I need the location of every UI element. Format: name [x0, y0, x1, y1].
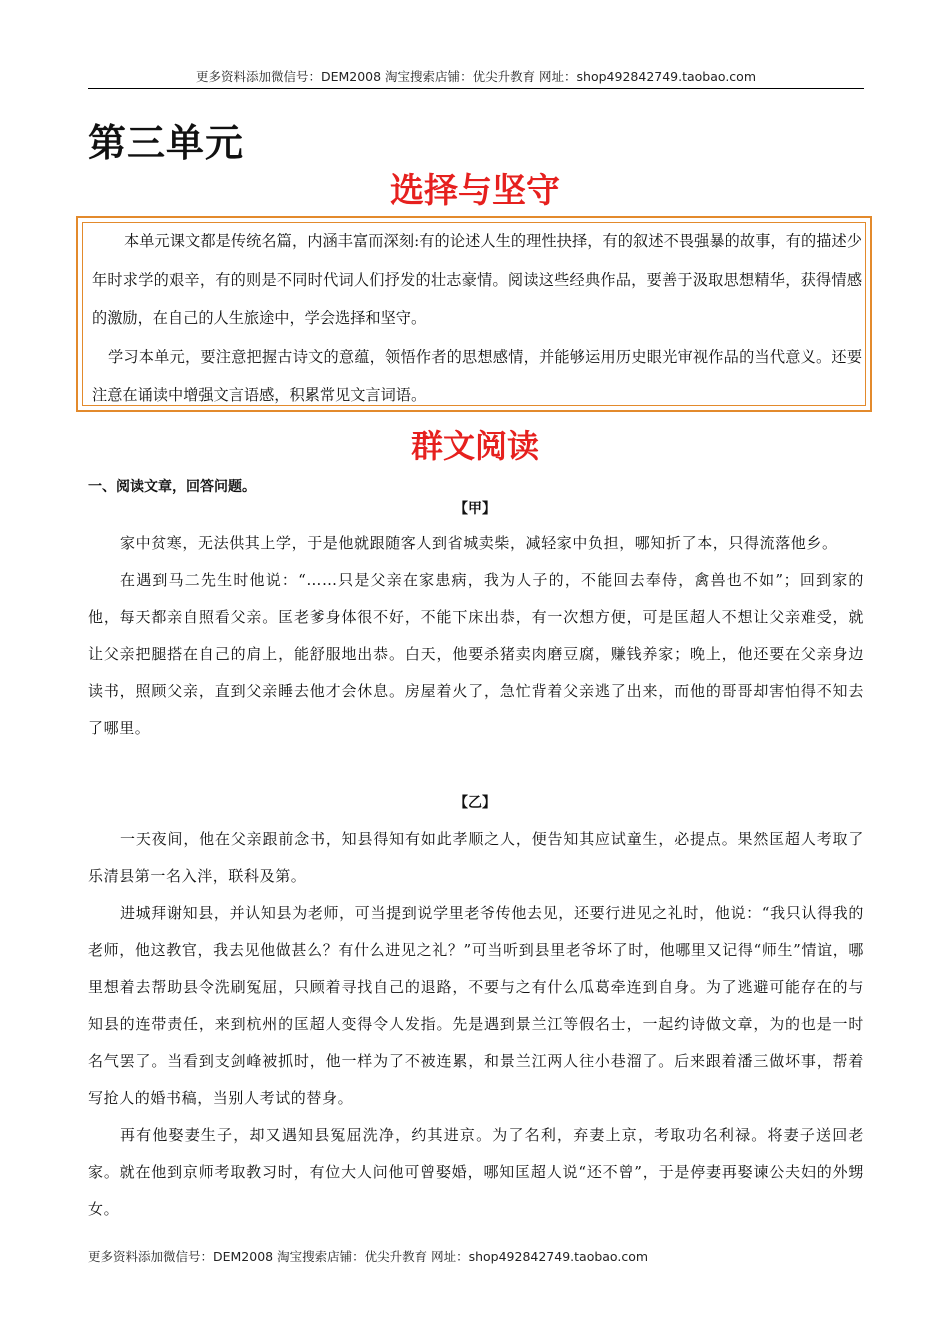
theme-title: 选择与坚守	[390, 171, 560, 211]
intro-text	[92, 222, 862, 415]
part-jia-paragraph: 家中贫寒，无法供其上学，于是他就跟随客人到省城卖柴，减轻家中负担，哪知折了本，只得流落他乡。	[120, 534, 838, 552]
unit-title: 第三单元	[88, 120, 245, 165]
part-yi-label: 【乙】	[454, 795, 496, 811]
part-yi-paragraph: 一天夜间，他在父亲跟前念书，知县得知有如此孝顺之人，便告知其应试童生，必提点。果然匡超人考取了乐清县第一名入泮，联科及第。	[88, 830, 864, 885]
part-yi-text	[88, 821, 864, 1228]
page-footer: 更多资料添加微信号：DEM2008 淘宝搜索店铺：优尖升教育 网址：shop492842749.taobao.com	[88, 1249, 649, 1264]
intro-paragraph-2: 学习本单元，要注意把握古诗文的意蕴，领悟作者的思想感情，并能够运用历史眼光审视作品的当代意义。还要注意在诵读中增强文言语感，积累常见文言词语。	[92, 347, 862, 404]
part-jia-text	[88, 525, 864, 747]
intro-box	[76, 216, 872, 412]
part-jia-label: 【甲】	[454, 501, 496, 517]
part-jia-paragraph: 在遇到马二先生时他说：“……只是父亲在家患病，我为人子的，不能回去奉侍，禽兽也不如”；回到家的他，每天都亲自照看父亲。匡老爹身体很不好，不能下床出恭，有一次想方便，可是匡超人不想让父亲难受，就让父亲把腿搭在自己的肩上，能舒服地出恭。白天，他要杀猪卖肉磨豆腐，赚钱养家；晚上，他还要在父亲身边读书，照顾父亲，直到父亲睡去他才会休息。房屋着火了，急忙背着父亲逃了出来，而他的哥哥却害怕得不知去了哪里。	[88, 571, 864, 737]
part-yi-paragraph: 进城拜谢知县，并认知县为老师，可当提到说学里老爷传他去见，还要行进见之礼时，他说：“我只认得我的老师，他这教官，我去见他做甚么？有什么进见之礼？”可当听到县里老爷坏了时，他哪里又记得“师生”情谊，哪里想着去帮助县令洗刷冤屈，只顾着寻找自己的退路，不要与之有什么瓜葛牵连到自身。为了逃避可能存在的与知县的连带责任，来到杭州的匡超人变得令人发指。先是遇到景兰江等假名士，一起约诗做文章，为的也是一时名气罢了。当看到支剑峰被抓时，他一样为了不被连累，和景兰江两人往小巷溜了。后来跟着潘三做坏事，帮着写抢人的婚书稿，当别人考试的替身。	[88, 904, 864, 1107]
question-title: 一、阅读文章，回答问题。	[88, 479, 256, 495]
part-yi-paragraph: 再有他娶妻生子，却又遇知县冤屈洗净，约其进京。为了名利，弃妻上京，考取功名利禄。将妻子送回老家。就在他到京师考取教习时，有位大人问他可曾娶婚，哪知匡超人说“还不曾”，于是停妻再娶谏公夫妇的外甥女。	[88, 1126, 864, 1218]
intro-paragraph-1: 本单元课文都是传统名篇，内涵丰富而深刻:有的论述人生的理性抉择，有的叙述不畏强暴的故事，有的描述少年时求学的艰辛，有的则是不同时代词人们抒发的壮志豪情。阅读这些经典作品，要善于汲取思想精华，获得情感的激励，在自己的人生旅途中，学会选择和坚守。	[92, 232, 862, 327]
page-header: 更多资料添加微信号：DEM2008 淘宝搜索店铺：优尖升教育 网址：shop492842749.taobao.com	[88, 66, 864, 89]
section-title: 群文阅读	[410, 427, 539, 465]
